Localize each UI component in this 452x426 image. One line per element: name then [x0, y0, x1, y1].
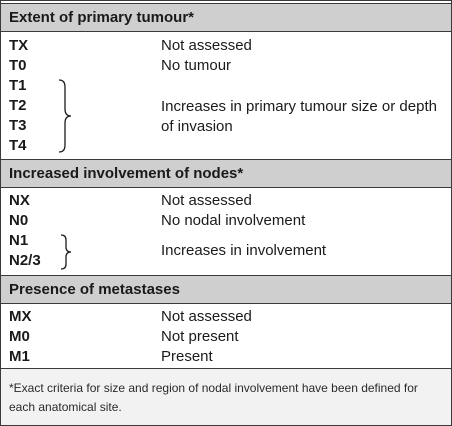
desc-t-group-line2: of invasion: [161, 118, 233, 135]
code-t0: T0: [9, 57, 27, 74]
desc-n0: No nodal involvement: [161, 212, 306, 229]
code-tx: TX: [9, 37, 29, 54]
footnote: *Exact criteria for size and region of nodal involvement have been defined for each anatomical site.: [9, 381, 418, 414]
desc-m1: Present: [161, 348, 213, 365]
desc-m0: Not present: [161, 328, 239, 345]
code-t2: T2: [9, 97, 27, 114]
desc-mx: Not assessed: [161, 308, 252, 325]
code-m0: M0: [9, 328, 30, 345]
code-t1: T1: [9, 77, 27, 94]
code-m1: M1: [9, 348, 30, 365]
desc-t0: No tumour: [161, 57, 232, 74]
code-t3: T3: [9, 117, 27, 134]
code-n2-3: N2/3: [9, 252, 41, 269]
section-title: Extent of primary tumour*: [9, 9, 195, 26]
code-n1: N1: [9, 232, 29, 249]
desc-tx: Not assessed: [161, 37, 252, 54]
section-title: Presence of metastases: [9, 281, 180, 298]
code-mx: MX: [9, 308, 32, 325]
desc-n-group: Increases in involvement: [161, 242, 327, 259]
brace-t1-t4: [57, 79, 77, 153]
code-nx: NX: [9, 192, 30, 209]
section-header-nodes: [1, 159, 451, 188]
footnote-area: [1, 368, 451, 425]
section-header-metastases: [1, 275, 451, 304]
code-n0: N0: [9, 212, 29, 229]
desc-t-group-line1: Increases in primary tumour size or depth: [161, 98, 437, 115]
brace-n1-n3: [59, 234, 75, 270]
desc-nx: Not assessed: [161, 192, 252, 209]
section-header-primary-tumour: [1, 3, 451, 32]
section-title: Increased involvement of nodes*: [9, 165, 244, 182]
code-t4: T4: [9, 137, 27, 154]
